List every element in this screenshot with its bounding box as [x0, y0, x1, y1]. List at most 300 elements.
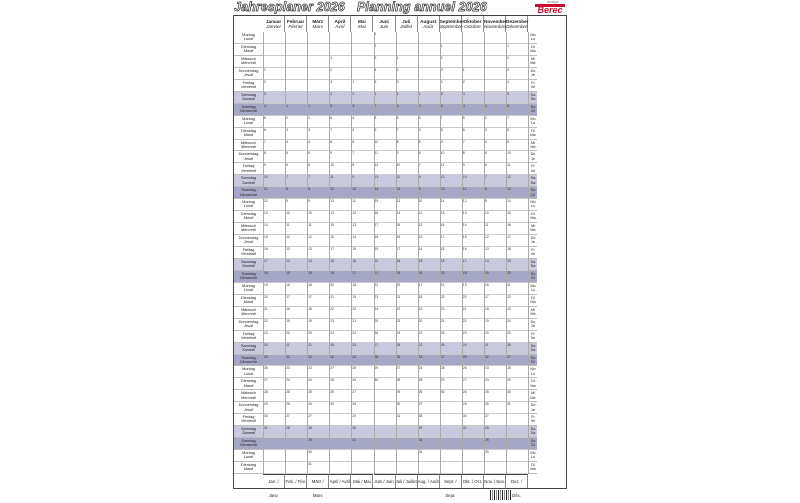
day-number: 28 — [418, 414, 423, 419]
day-number: 7 — [485, 175, 487, 180]
day-number: 31 — [462, 426, 467, 431]
day-number: 8 — [330, 139, 333, 144]
weekday-label: Donnerstag Jeudi — [234, 235, 263, 247]
day-number: 5 — [462, 115, 465, 120]
day-number: 8 — [396, 139, 399, 144]
day-number: 4 — [418, 127, 421, 132]
month-name-fr: Avril — [335, 24, 345, 29]
day-number: 20 — [462, 294, 467, 299]
weekday-label: Mittwoch Mercredi — [234, 390, 263, 402]
column-divider — [484, 32, 485, 474]
month-footer-3: März / Mars — [307, 474, 329, 488]
weekday-label: Donnerstag Jeudi — [234, 402, 263, 414]
month-header-6 — [374, 16, 396, 32]
weekday-abbr: So Di — [529, 187, 537, 199]
month-name-de: Mai — [358, 19, 366, 24]
day-number: 22 — [286, 354, 290, 359]
weekday-abbr: Fr Ve — [529, 414, 537, 426]
weekday-abbr: So Di — [529, 104, 537, 116]
day-number: 16 — [418, 270, 423, 275]
day-number: 17 — [485, 294, 489, 299]
day-number: 2 — [507, 55, 509, 60]
day-number: 15 — [264, 235, 268, 240]
weekday-label: Samstag Samedi — [234, 343, 263, 355]
month-footer-11: Nov. / Nov. — [484, 474, 506, 488]
weekday-abbr: Do Je — [529, 319, 537, 331]
day-number: 17 — [286, 294, 290, 299]
weekday-abbr: So Di — [529, 271, 537, 283]
weekday-label: Freitag Vendredi — [234, 80, 263, 92]
day-number: 15 — [418, 258, 423, 263]
month-name-de: September — [439, 19, 465, 24]
day-number: 22 — [330, 306, 334, 311]
month-footer-12: Dez. / Déc. — [506, 474, 528, 488]
day-number: 5 — [418, 139, 421, 144]
weekday-abbr: Di Ma — [529, 462, 537, 474]
month-footer-5: Mai / Mai — [351, 474, 373, 488]
day-number: 29 — [308, 438, 312, 443]
weekday-abbr: Mi Me — [529, 140, 537, 152]
weekday-abbr: Sa Sa — [529, 259, 537, 271]
day-number: 26 — [308, 402, 312, 407]
day-number: 27 — [374, 342, 379, 347]
day-number: 31 — [507, 402, 511, 407]
day-number: 31 — [264, 426, 268, 431]
weekday-abbr: Sa Sa — [529, 343, 537, 355]
day-number: 25 — [396, 342, 401, 347]
day-number: 25 — [264, 354, 268, 359]
day-number: 13 — [286, 247, 290, 252]
day-number: 21 — [485, 342, 489, 347]
day-number: 15 — [485, 270, 489, 275]
weekday-label: Freitag Vendredi — [234, 163, 263, 175]
day-number: 30 — [507, 390, 511, 395]
weekday-label: Montag Lundi — [234, 199, 263, 211]
barcode-icon — [490, 490, 512, 500]
day-number: 8 — [308, 187, 311, 192]
day-number: 12 — [485, 235, 489, 240]
day-number: 9 — [352, 175, 355, 180]
day-number: 1 — [396, 55, 399, 60]
weekday-abbr: Do Je — [529, 235, 537, 247]
day-number: 5 — [374, 79, 377, 84]
month-name-fr: Mai — [358, 24, 366, 29]
title-german: Jahresplaner 2026 — [234, 0, 345, 14]
month-name-de: März — [312, 19, 324, 24]
weekday-abbr: Fr Ve — [529, 80, 537, 92]
day-number: 8 — [286, 187, 288, 192]
day-number: 9 — [308, 199, 311, 204]
day-number: 7 — [330, 127, 333, 132]
day-number: 4 — [286, 139, 288, 144]
day-number: 28 — [264, 390, 268, 395]
day-number: 9 — [286, 199, 288, 204]
day-number: 14 — [485, 258, 489, 263]
day-number: 18 — [396, 258, 401, 263]
day-number: 2 — [396, 67, 399, 72]
day-number: 6 — [507, 103, 509, 108]
day-number: 9 — [507, 139, 509, 144]
day-number: 5 — [440, 91, 443, 96]
day-number: 1 — [507, 43, 509, 48]
day-number: 16 — [396, 235, 401, 240]
day-number: 23 — [374, 294, 379, 299]
day-number: 24 — [264, 342, 268, 347]
month-footer-6: Juni / Juin — [374, 474, 396, 488]
weekday-label: Montag Lundi — [234, 283, 263, 295]
day-number: 29 — [396, 390, 401, 395]
day-number: 14 — [330, 211, 334, 216]
month-name-de: Juli — [402, 19, 411, 24]
day-number: 24 — [308, 378, 312, 383]
day-number: 30 — [485, 450, 489, 455]
day-number: 17 — [264, 258, 268, 263]
weekday-abbr: Mo Lu — [529, 450, 537, 462]
day-number: 27 — [352, 390, 357, 395]
day-number: 30 — [374, 378, 379, 383]
day-number: 22 — [308, 354, 312, 359]
day-number: 21 — [374, 270, 379, 275]
weekday-abbr: Do Je — [529, 68, 537, 80]
day-number: 19 — [440, 258, 445, 263]
weekday-abbr: Do Je — [529, 402, 537, 414]
month-header-3 — [307, 16, 329, 32]
day-number: 6 — [418, 151, 421, 156]
day-number: 17 — [462, 258, 467, 263]
day-number: 2 — [330, 67, 333, 72]
column-divider — [440, 32, 441, 474]
month-header-10 — [462, 16, 484, 32]
day-number: 4 — [330, 91, 333, 96]
day-number: 23 — [308, 366, 312, 371]
day-number: 7 — [396, 127, 399, 132]
day-number: 2 — [418, 103, 421, 108]
day-number: 26 — [286, 402, 290, 407]
day-number: 21 — [507, 282, 511, 287]
column-divider — [418, 32, 419, 474]
day-number: 13 — [507, 187, 511, 192]
day-number: 14 — [440, 199, 445, 204]
day-number: 6 — [264, 127, 266, 132]
day-number: 15 — [330, 223, 334, 228]
day-number: 19 — [374, 247, 379, 252]
day-number: 21 — [264, 306, 268, 311]
day-number: 1 — [330, 55, 333, 60]
column-divider — [506, 32, 507, 474]
day-number: 16 — [352, 258, 357, 263]
day-number: 26 — [374, 330, 379, 335]
day-number: 21 — [462, 306, 467, 311]
day-number: 7 — [308, 175, 311, 180]
day-number: 29 — [374, 366, 379, 371]
day-number: 7 — [440, 115, 443, 120]
day-number: 11 — [485, 223, 489, 228]
day-number: 31 — [352, 438, 357, 443]
day-number: 8 — [462, 151, 465, 156]
day-number: 22 — [374, 282, 379, 287]
day-number: 23 — [352, 342, 357, 347]
weekday-label: Donnerstag Jeudi — [234, 151, 263, 163]
weekday-abbr: Sa Sa — [529, 426, 537, 438]
day-number: 16 — [286, 282, 290, 287]
day-number: 15 — [396, 223, 401, 228]
day-number: 25 — [352, 366, 357, 371]
day-number: 17 — [374, 223, 379, 228]
month-footer-9: Sept. / Sept. — [440, 474, 462, 488]
day-number: 25 — [286, 390, 290, 395]
day-number: 11 — [352, 199, 356, 204]
day-number: 1 — [440, 43, 443, 48]
month-header-7 — [396, 16, 418, 32]
day-number: 22 — [418, 342, 423, 347]
day-number: 7 — [352, 151, 355, 156]
day-number: 22 — [485, 354, 489, 359]
day-number: 24 — [418, 366, 423, 371]
day-number: 27 — [462, 378, 467, 383]
day-number: 6 — [352, 139, 355, 144]
day-number: 22 — [440, 294, 445, 299]
day-number: 3 — [264, 91, 266, 96]
weekday-abbr: Di Ma — [529, 295, 537, 307]
day-number: 6 — [440, 103, 443, 108]
day-number: 3 — [374, 55, 377, 60]
day-number: 24 — [330, 330, 334, 335]
day-number: 11 — [374, 151, 378, 156]
day-number: 21 — [396, 294, 401, 299]
day-number: 24 — [374, 306, 379, 311]
day-number: 31 — [396, 414, 401, 419]
day-number: 13 — [352, 223, 357, 228]
day-number: 13 — [308, 247, 312, 252]
month-header-11 — [484, 16, 506, 32]
weekday-label: Samstag Samedi — [234, 259, 263, 271]
day-number: 7 — [374, 103, 377, 108]
weekday-label: Samstag Samedi — [234, 426, 263, 438]
day-number: 11 — [418, 211, 423, 216]
day-number: 6 — [396, 115, 399, 120]
day-number: 17 — [308, 294, 312, 299]
day-number: 4 — [462, 103, 465, 108]
weekday-abbr: Mo Lu — [529, 366, 537, 378]
day-number: 29 — [418, 426, 423, 431]
column-divider — [462, 32, 463, 474]
month-name-de: Februar — [286, 19, 305, 24]
weekday-abbr: Di Ma — [529, 211, 537, 223]
day-number: 4 — [396, 91, 399, 96]
weekday-label: Mittwoch Mercredi — [234, 307, 263, 319]
day-number: 20 — [308, 330, 312, 335]
day-number: 1 — [374, 32, 377, 36]
day-number: 16 — [462, 247, 467, 252]
day-number: 25 — [418, 378, 423, 383]
day-number: 4 — [485, 139, 487, 144]
day-number: 4 — [440, 79, 443, 84]
month-name-fr: Janvier — [265, 24, 282, 29]
day-number: 16 — [485, 282, 489, 287]
day-number: 23 — [396, 318, 401, 323]
day-number: 1 — [462, 67, 465, 72]
weekday-label: Sonntag Dimanche — [234, 187, 263, 199]
day-number: 1 — [308, 103, 311, 108]
day-number: 23 — [440, 306, 445, 311]
day-number: 18 — [440, 247, 445, 252]
day-number: 11 — [264, 187, 268, 192]
weekday-abbr: Mo Lu — [529, 283, 537, 295]
weekday-label: Mittwoch Mercredi — [234, 140, 263, 152]
day-number: 29 — [352, 414, 357, 419]
weekday-label: Sonntag Dimanche — [234, 355, 263, 367]
day-number: 27 — [286, 414, 290, 419]
day-number: 25 — [330, 342, 334, 347]
day-number: 12 — [264, 199, 268, 204]
day-number: 2 — [462, 79, 465, 84]
weekday-label: Freitag Vendredi — [234, 331, 263, 343]
day-number: 12 — [396, 187, 401, 192]
column-divider — [263, 32, 264, 474]
weekday-label: Montag Lundi — [234, 366, 263, 378]
day-number: 19 — [352, 294, 357, 299]
day-number: 5 — [507, 91, 509, 96]
weekday-abbr: Mi Me — [529, 223, 537, 235]
day-number: 9 — [374, 127, 377, 132]
day-number: 10 — [485, 211, 489, 216]
day-number: 2 — [352, 91, 355, 96]
day-number: 27 — [507, 354, 511, 359]
weekday-abbr: So Di — [529, 438, 537, 450]
day-number: 22 — [264, 318, 268, 323]
weekday-label: Montag Lundi — [234, 450, 263, 462]
day-number: 9 — [330, 151, 333, 156]
day-number: 15 — [507, 211, 511, 216]
month-header-1 — [263, 16, 285, 32]
day-number: 6 — [330, 115, 333, 120]
day-number: 12 — [308, 235, 312, 240]
weekday-label: Freitag Vendredi — [234, 414, 263, 426]
day-number: 3 — [440, 67, 443, 72]
day-number: 14 — [462, 223, 467, 228]
day-number: 23 — [330, 318, 334, 323]
day-number: 25 — [374, 318, 379, 323]
month-footer-8: Aug. / Août — [418, 474, 440, 488]
day-number: 29 — [462, 402, 467, 407]
day-number: 19 — [286, 318, 290, 323]
logo-small-text: design — [547, 0, 559, 4]
day-number: 3 — [308, 127, 311, 132]
day-number: 26 — [507, 342, 511, 347]
day-number: 6 — [308, 163, 311, 168]
day-number: 12 — [330, 187, 334, 192]
column-divider — [396, 32, 397, 474]
day-number: 23 — [507, 306, 511, 311]
day-number: 28 — [485, 426, 489, 431]
day-number: 21 — [308, 342, 312, 347]
day-number: 18 — [264, 270, 268, 275]
day-number: 31 — [308, 462, 312, 467]
day-number: 13 — [440, 187, 445, 192]
day-number: 16 — [374, 211, 379, 216]
day-number: 19 — [330, 270, 334, 275]
day-number: 10 — [418, 199, 423, 204]
day-number: 18 — [462, 270, 467, 275]
day-number: 13 — [374, 175, 379, 180]
planner-grid — [233, 15, 567, 498]
month-header-9 — [439, 16, 465, 32]
day-number: 25 — [485, 390, 489, 395]
month-header-2 — [285, 16, 307, 32]
day-number: 21 — [418, 330, 423, 335]
day-number: 18 — [485, 306, 489, 311]
day-number: 26 — [485, 402, 489, 407]
day-number: 10 — [264, 175, 268, 180]
day-number: 26 — [440, 342, 445, 347]
day-number: 12 — [418, 223, 423, 228]
day-number: 19 — [462, 282, 467, 287]
brand-logo — [533, 0, 567, 14]
day-number: 28 — [330, 378, 334, 383]
day-number: 5 — [286, 151, 288, 156]
day-number: 15 — [286, 270, 290, 275]
day-number: 14 — [418, 247, 423, 252]
day-number: 18 — [374, 235, 379, 240]
day-number: 17 — [418, 282, 423, 287]
day-number: 27 — [308, 414, 312, 419]
day-number: 27 — [264, 378, 268, 383]
month-name-fr: Mars — [312, 24, 323, 29]
weekday-abbr: Do Je — [529, 151, 537, 163]
day-number: 1 — [418, 91, 421, 96]
day-number: 4 — [374, 67, 377, 72]
day-number: 31 — [418, 450, 423, 455]
day-number: 12 — [374, 163, 379, 168]
day-number: 23 — [286, 366, 290, 371]
day-number: 28 — [374, 354, 379, 359]
day-number: 3 — [396, 79, 399, 84]
day-number: 28 — [308, 426, 312, 431]
day-number: 1 — [264, 67, 266, 72]
day-number: 28 — [396, 378, 401, 383]
day-number: 12 — [286, 235, 290, 240]
day-number: 21 — [352, 318, 357, 323]
day-number: 25 — [507, 330, 511, 335]
day-number: 22 — [352, 330, 357, 335]
day-number: 20 — [352, 306, 357, 311]
day-number: 30 — [352, 426, 357, 431]
day-number: 10 — [462, 175, 467, 180]
weekday-label: Freitag Vendredi — [234, 247, 263, 259]
day-number: 20 — [286, 330, 290, 335]
column-divider — [528, 32, 529, 474]
weekday-abbr: Di Ma — [529, 128, 537, 140]
day-number: 24 — [440, 318, 445, 323]
month-footer-2: Feb. / Fév. — [285, 474, 307, 488]
day-number: 20 — [485, 330, 489, 335]
column-divider — [329, 32, 333, 474]
day-number: 4 — [507, 79, 509, 84]
day-number: 19 — [396, 270, 401, 275]
day-number: 5 — [396, 103, 399, 108]
day-number: 24 — [396, 330, 401, 335]
title-french: Planning annuel 2026 — [357, 0, 487, 14]
day-number: 7 — [264, 139, 266, 144]
day-number: 10 — [330, 163, 334, 168]
day-number: 27 — [485, 414, 489, 419]
column-divider — [351, 32, 355, 474]
day-number: 27 — [330, 366, 334, 371]
month-name-de: August — [420, 19, 437, 24]
month-name-de: April — [334, 19, 346, 24]
day-number: 17 — [507, 235, 511, 240]
day-number: 16 — [330, 235, 334, 240]
